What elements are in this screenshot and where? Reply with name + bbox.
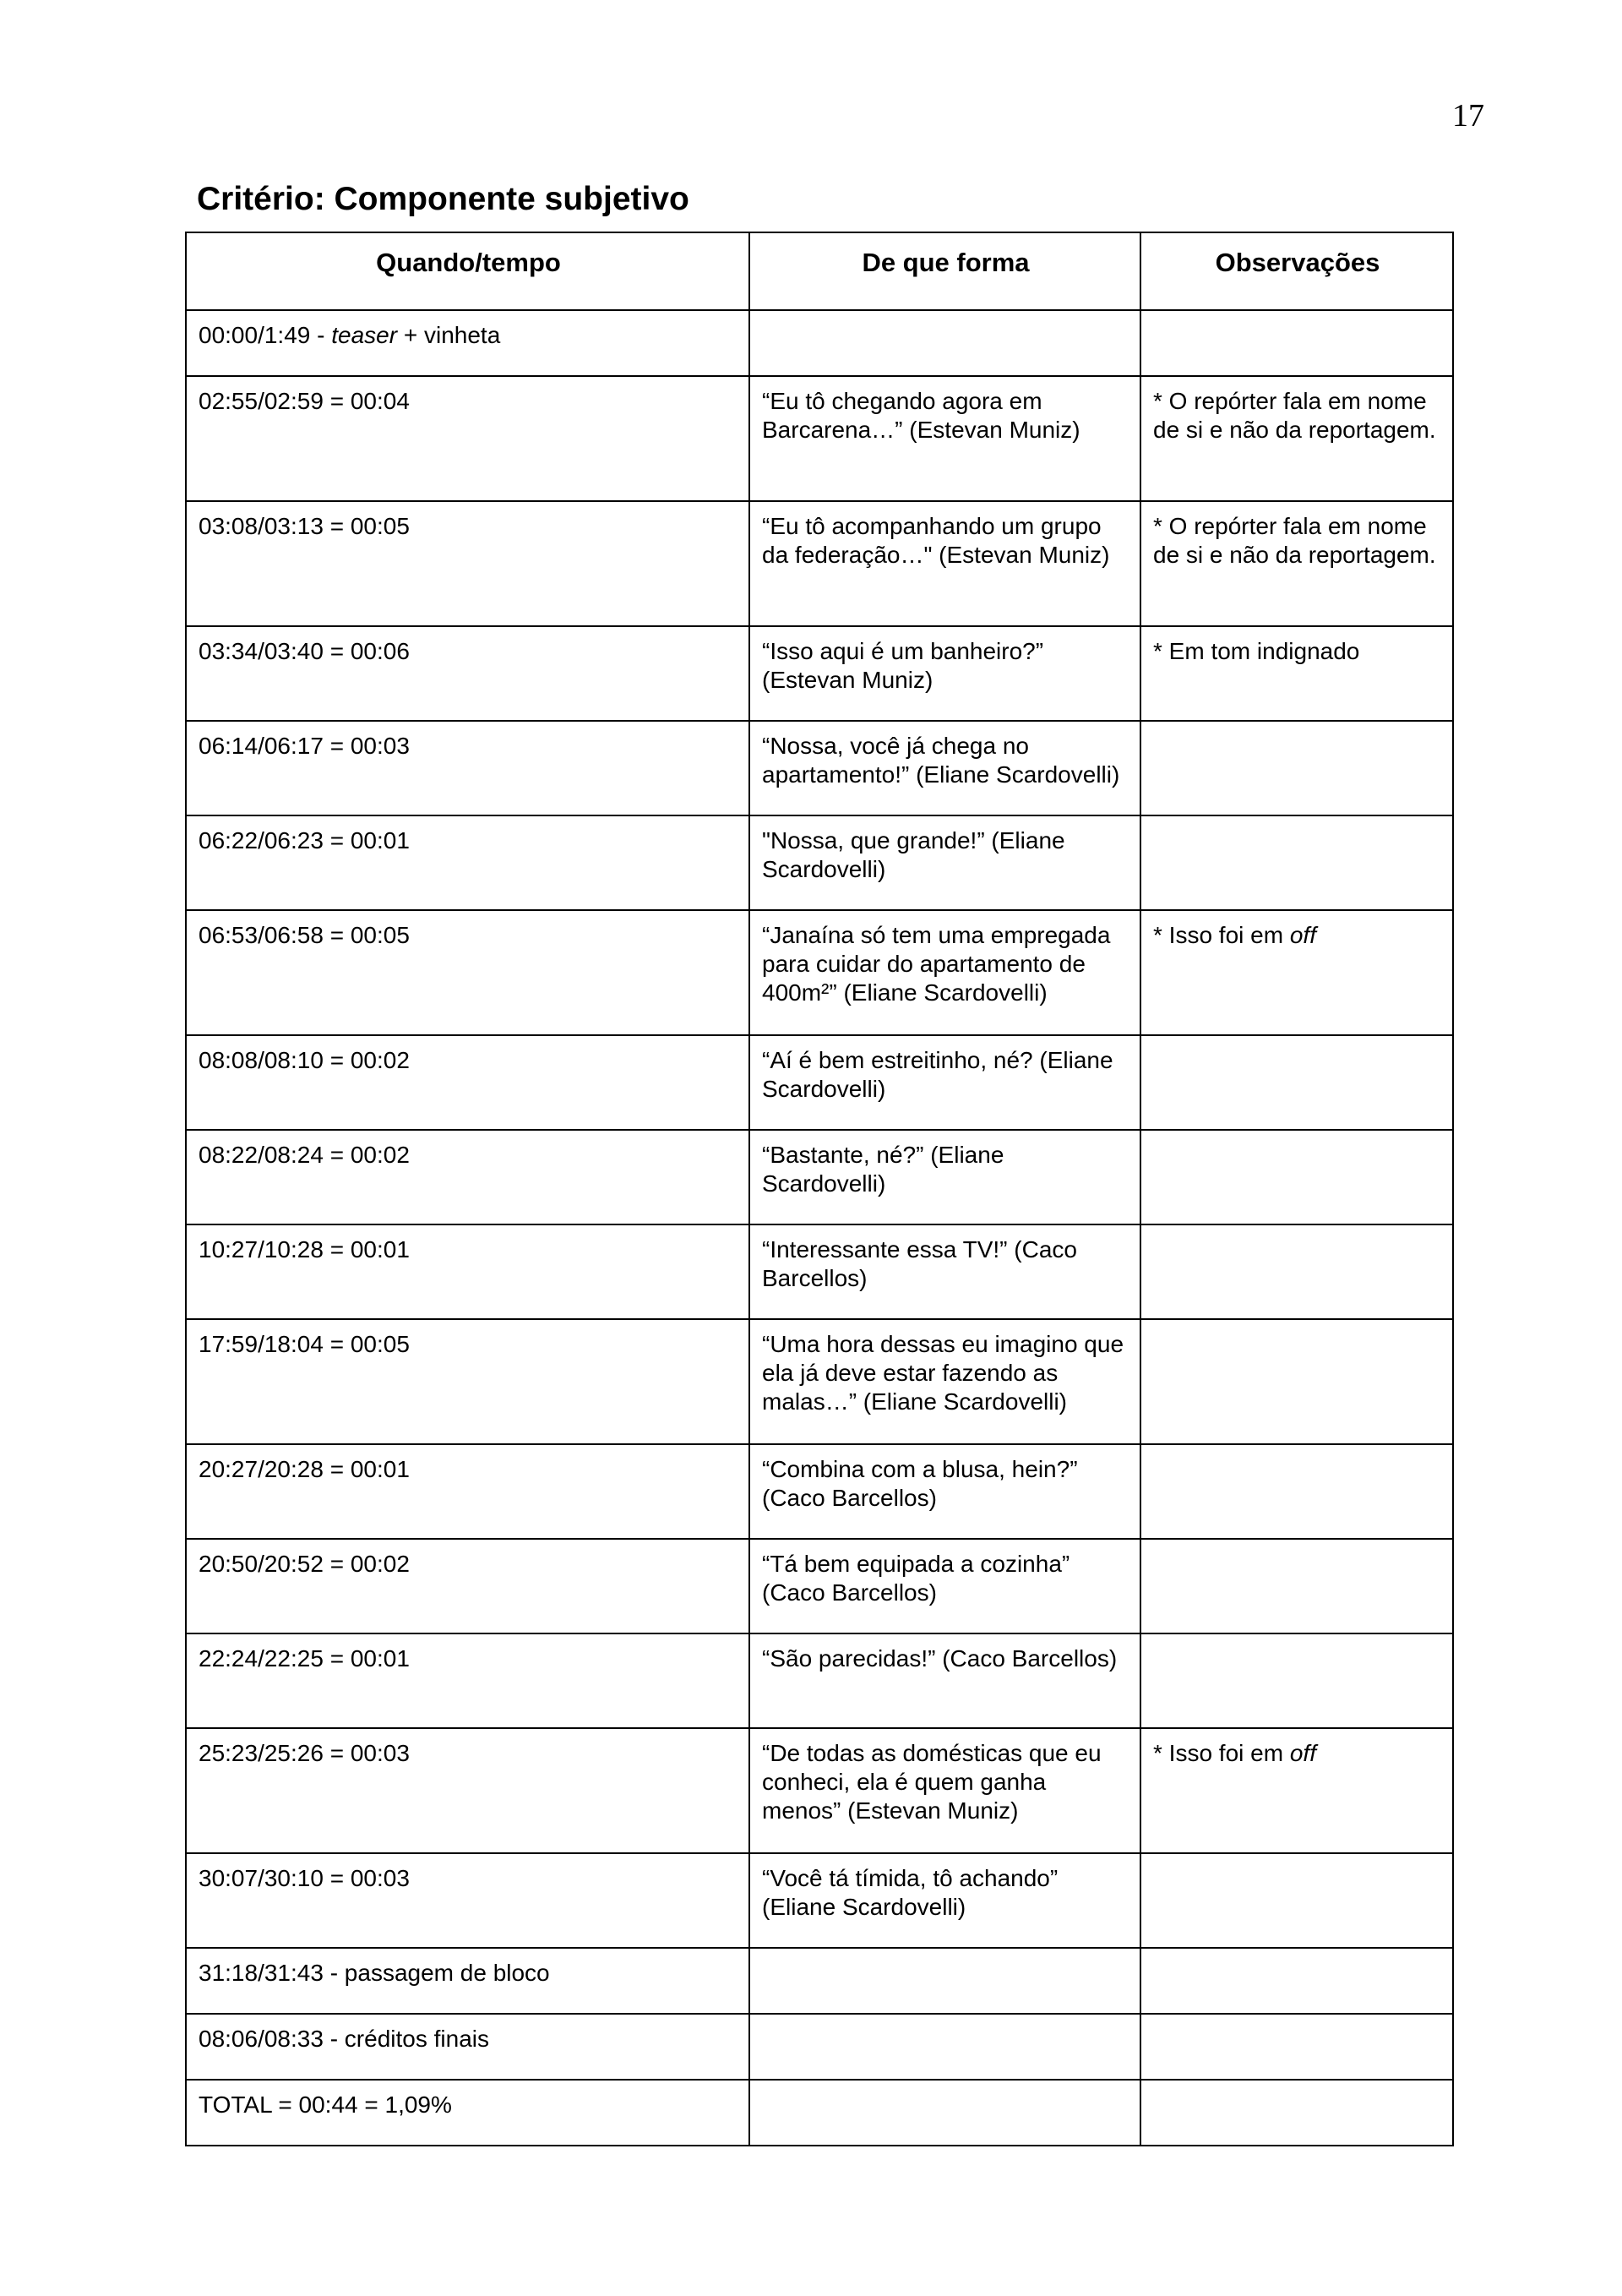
table-row xyxy=(186,1853,1453,1948)
table-row xyxy=(186,1948,1453,2014)
form-cell: “Combina com a blusa, hein?” (Caco Barcellos) xyxy=(749,1444,1140,1539)
observation-cell xyxy=(1140,1035,1453,1130)
time-cell: 22:24/22:25 = 00:01 xyxy=(186,1633,749,1728)
form-cell: “De todas as domésticas que eu conheci, ela é quem ganha menos” (Estevan Muniz) xyxy=(749,1728,1140,1853)
observation-cell xyxy=(1140,310,1453,376)
observation-text: * O repórter fala em nome de si e não da reportagem. xyxy=(1153,513,1436,568)
observation-cell xyxy=(1140,721,1453,815)
form-cell: “Você tá tímida, tô achando” (Eliane Scardovelli) xyxy=(749,1853,1140,1948)
form-cell: “Uma hora dessas eu imagino que ela já deve estar fazendo as malas…” (Eliane Scardovelli) xyxy=(749,1319,1140,1444)
time-cell: 06:22/06:23 = 00:01 xyxy=(186,815,749,910)
time-text: 00:00/1:49 - xyxy=(199,322,332,348)
time-cell: 31:18/31:43 - passagem de bloco xyxy=(186,1948,749,2014)
form-cell: “Eu tô acompanhando um grupo da federação…" (Estevan Muniz) xyxy=(749,501,1140,626)
observation-cell xyxy=(1140,1224,1453,1319)
form-cell xyxy=(749,2014,1140,2080)
observation-text: * Em tom indignado xyxy=(1153,638,1360,664)
observation-text: * Isso foi em xyxy=(1153,1740,1290,1766)
form-cell: “Isso aqui é um banheiro?” (Estevan Muniz) xyxy=(749,626,1140,721)
table-row xyxy=(186,1319,1453,1444)
form-cell: “Bastante, né?” (Eliane Scardovelli) xyxy=(749,1130,1140,1224)
observation-cell xyxy=(1140,1948,1453,2014)
observation-text: * O repórter fala em nome de si e não da reportagem. xyxy=(1153,388,1436,443)
time-cell: 08:06/08:33 - créditos finais xyxy=(186,2014,749,2080)
form-cell: “Janaína só tem uma empregada para cuidar do apartamento de 400m²” (Eliane Scardovelli) xyxy=(749,910,1140,1035)
table-row xyxy=(186,1224,1453,1319)
observation-cell xyxy=(1140,501,1453,626)
time-cell: 03:08/03:13 = 00:05 xyxy=(186,501,749,626)
time-cell: 10:27/10:28 = 00:01 xyxy=(186,1224,749,1319)
time-cell: 25:23/25:26 = 00:03 xyxy=(186,1728,749,1853)
form-cell: “Eu tô chegando agora em Barcarena…” (Estevan Muniz) xyxy=(749,376,1140,501)
table-row xyxy=(186,721,1453,815)
form-cell xyxy=(749,310,1140,376)
observation-cell xyxy=(1140,1130,1453,1224)
form-cell xyxy=(749,1948,1140,2014)
table-row xyxy=(186,1539,1453,1633)
criteria-table xyxy=(185,232,1454,2146)
time-cell: 17:59/18:04 = 00:05 xyxy=(186,1319,749,1444)
page-number: 17 xyxy=(1452,98,1484,134)
time-cell: 02:55/02:59 = 00:04 xyxy=(186,376,749,501)
time-cell: 30:07/30:10 = 00:03 xyxy=(186,1853,749,1948)
observation-cell xyxy=(1140,1319,1453,1444)
table-row xyxy=(186,1444,1453,1539)
observation-cell xyxy=(1140,376,1453,501)
observation-cell xyxy=(1140,815,1453,910)
time-cell: 06:14/06:17 = 00:03 xyxy=(186,721,749,815)
table-row xyxy=(186,1130,1453,1224)
observation-cell xyxy=(1140,626,1453,721)
table-row xyxy=(186,2014,1453,2080)
observation-text: * Isso foi em xyxy=(1153,922,1290,948)
page-title: Critério: Componente subjetivo xyxy=(197,181,689,217)
table-row xyxy=(186,376,1453,501)
observation-cell xyxy=(1140,1539,1453,1633)
table-header-row xyxy=(186,232,1453,310)
observation-cell xyxy=(1140,1444,1453,1539)
table-row xyxy=(186,910,1453,1035)
form-cell: “Aí é bem estreitinho, né? (Eliane Scardovelli) xyxy=(749,1035,1140,1130)
time-cell: 20:27/20:28 = 00:01 xyxy=(186,1444,749,1539)
form-cell: “São parecidas!” (Caco Barcellos) xyxy=(749,1633,1140,1728)
table-row xyxy=(186,815,1453,910)
time-cell: 06:53/06:58 = 00:05 xyxy=(186,910,749,1035)
table-row xyxy=(186,310,1453,376)
observation-cell xyxy=(1140,2014,1453,2080)
table-row xyxy=(186,1728,1453,1853)
table-row-total xyxy=(186,2080,1453,2146)
observation-cell xyxy=(1140,910,1453,1035)
total-cell: TOTAL = 00:44 = 1,09% xyxy=(186,2080,749,2146)
observation-emphasis: off xyxy=(1289,922,1316,948)
form-cell: “Interessante essa TV!” (Caco Barcellos) xyxy=(749,1224,1140,1319)
time-cell: 20:50/20:52 = 00:02 xyxy=(186,1539,749,1633)
time-text-after: + vinheta xyxy=(397,322,501,348)
form-cell: “Nossa, você já chega no apartamento!” (Eliane Scardovelli) xyxy=(749,721,1140,815)
table-row xyxy=(186,1633,1453,1728)
observation-emphasis: off xyxy=(1289,1740,1316,1766)
time-cell xyxy=(186,310,749,376)
observation-cell xyxy=(1140,2080,1453,2146)
column-header-time: Quando/tempo xyxy=(186,232,749,310)
time-cell: 08:08/08:10 = 00:02 xyxy=(186,1035,749,1130)
observation-cell xyxy=(1140,1853,1453,1948)
form-cell: "Nossa, que grande!” (Eliane Scardovelli) xyxy=(749,815,1140,910)
time-emphasis: teaser xyxy=(331,322,398,348)
form-cell xyxy=(749,2080,1140,2146)
time-cell: 03:34/03:40 = 00:06 xyxy=(186,626,749,721)
form-cell: “Tá bem equipada a cozinha” (Caco Barcellos) xyxy=(749,1539,1140,1633)
column-header-form: De que forma xyxy=(749,232,1140,310)
time-cell: 08:22/08:24 = 00:02 xyxy=(186,1130,749,1224)
observation-cell xyxy=(1140,1728,1453,1853)
observation-cell xyxy=(1140,1633,1453,1728)
column-header-observations: Observações xyxy=(1140,232,1453,310)
table-row xyxy=(186,1035,1453,1130)
table-row xyxy=(186,626,1453,721)
table-row xyxy=(186,501,1453,626)
